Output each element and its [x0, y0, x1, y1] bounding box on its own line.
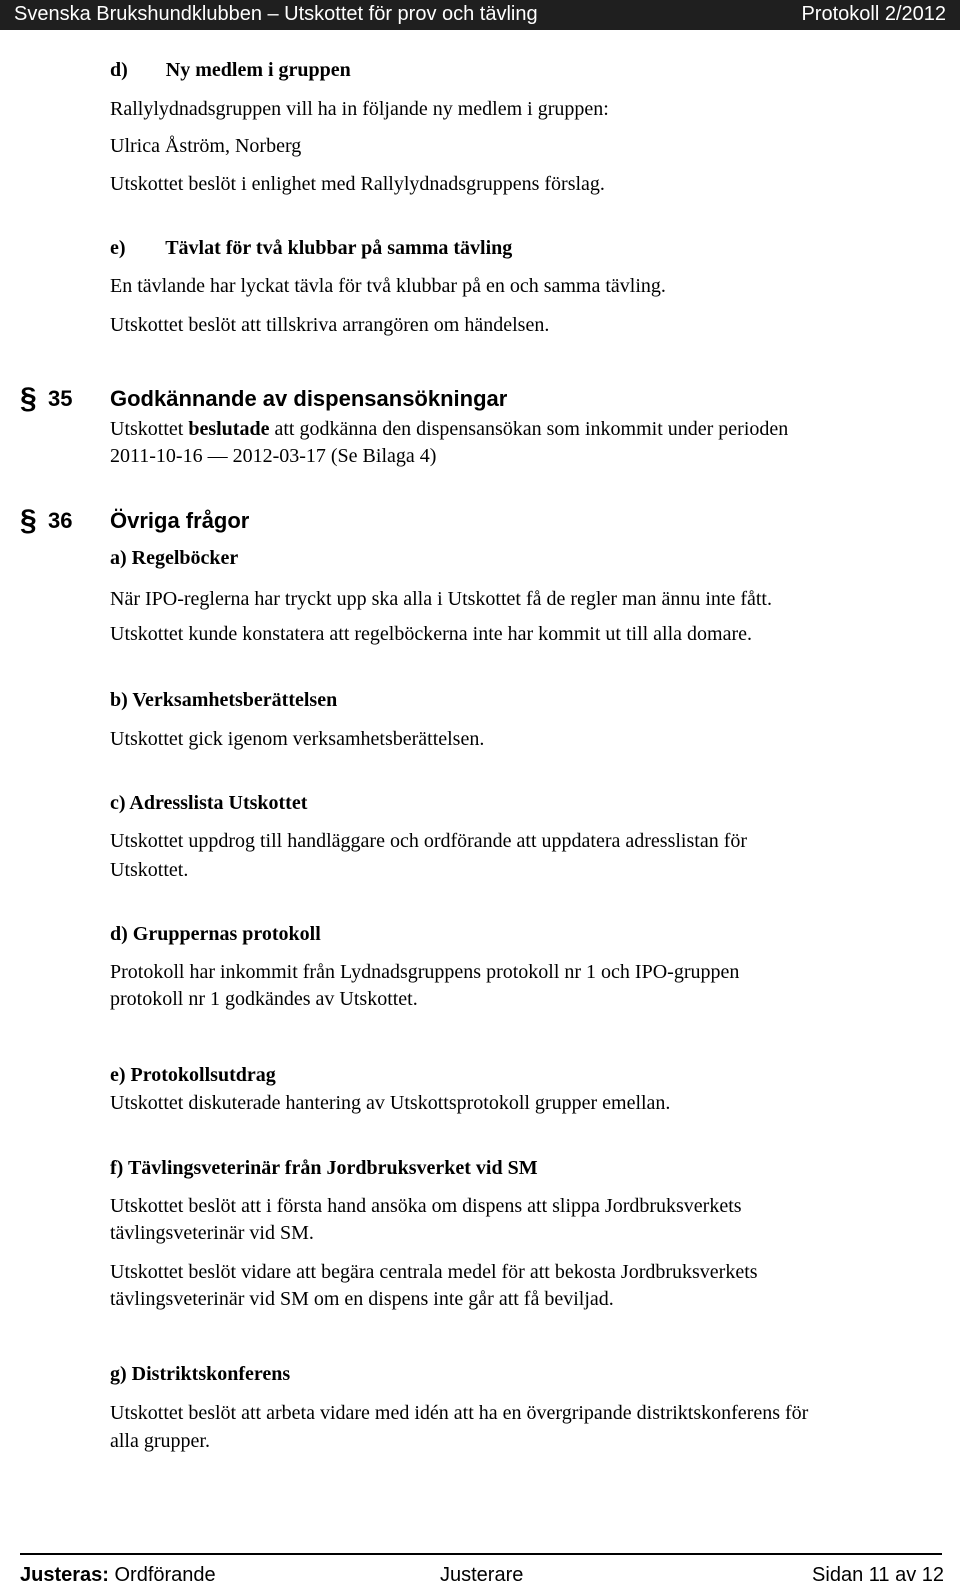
item-b-paragraph-1: Utskottet gick igenom verksamhetsberättelsen. [110, 728, 485, 750]
section-35-symbol: § [20, 382, 37, 415]
item-e-heading [110, 236, 512, 260]
item-d-line-1: Rallylydnadsgruppen vill ha in följande ny medlem i gruppen: [110, 98, 609, 120]
item-e-letter: e) [110, 237, 126, 259]
footer-justeras-label: Justeras: [20, 1564, 109, 1586]
item-d2-heading: d) Gruppernas protokoll [110, 923, 321, 945]
section-35-text-pre: Utskottet [110, 418, 189, 440]
item-b-heading: b) Verksamhetsberättelsen [110, 689, 338, 711]
item-f-heading: f) Tävlingsveterinär från Jordbruksverket vid SM [110, 1157, 538, 1179]
item-c-paragraph-1: Utskottet uppdrog till handläggare och ordförande att uppdatera adresslistan för [110, 830, 748, 852]
item-g-heading: g) Distriktskonferens [110, 1363, 291, 1385]
header-protocol-number: Protokoll 2/2012 [801, 3, 946, 25]
item-e-title: Tävlat för två klubbar på samma tävling [165, 237, 513, 259]
item-f-paragraph-3: Utskottet beslöt vidare att begära centrala medel för att bekosta Jordbruksverkets [110, 1261, 758, 1283]
item-d-line-3: Utskottet beslöt i enlighet med Rallylydnadsgruppens förslag. [110, 173, 605, 195]
document-header-bar [0, 0, 960, 30]
footer-divider [20, 1553, 942, 1555]
item-d2-paragraph-2: protokoll nr 1 godkändes av Utskottet. [110, 988, 418, 1010]
section-35-period-line: 2011-10-16 — 2012-03-17 (Se Bilaga 4) [110, 445, 437, 467]
header-title: Svenska Brukshundklubben – Utskottet för prov och tävling [14, 3, 538, 25]
footer-justeras-value: Ordförande [108, 1564, 216, 1586]
item-f-paragraph-1: Utskottet beslöt att i första hand ansöka om dispens att slippa Jordbruksverkets [110, 1195, 742, 1217]
footer-justeras [20, 1563, 216, 1587]
item-d2-paragraph-1: Protokoll har inkommit från Lydnadsgruppens protokoll nr 1 och IPO-gruppen [110, 961, 740, 983]
item-c-heading: c) Adresslista Utskottet [110, 792, 308, 814]
section-36-number: 36 [48, 508, 73, 533]
item-g-paragraph-2: alla grupper. [110, 1430, 210, 1452]
item-d-line-2: Ulrica Åström, Norberg [110, 135, 302, 157]
item-d-heading [110, 58, 351, 82]
section-35-title: Godkännande av dispensansökningar [110, 386, 508, 411]
section-35-number: 35 [48, 386, 73, 411]
item-f-paragraph-2: tävlingsveterinär vid SM. [110, 1222, 314, 1244]
item-a-heading: a) Regelböcker [110, 547, 239, 569]
item-g-paragraph-1: Utskottet beslöt att arbeta vidare med idén att ha en övergripande distriktskonferens för [110, 1402, 809, 1424]
item-f-paragraph-4: tävlingsveterinär vid SM om en dispens inte går att få beviljad. [110, 1288, 614, 1310]
item-e2-paragraph-1: Utskottet diskuterade hantering av Utskottsprotokoll grupper emellan. [110, 1092, 671, 1114]
section-36-title: Övriga frågor [110, 508, 250, 533]
item-c-paragraph-2: Utskottet. [110, 859, 189, 881]
footer-page-number: Sidan 11 av 12 [812, 1564, 944, 1586]
section-35-text-bold: beslutade [188, 418, 270, 440]
item-d-title: Ny medlem i gruppen [165, 59, 351, 81]
item-d-letter: d) [110, 59, 128, 81]
item-a-paragraph-1: När IPO-reglerna har tryckt upp ska alla i Utskottet få de regler man ännu inte fått. [110, 588, 772, 610]
item-e-line-1: En tävlande har lyckat tävla för två klubbar på en och samma tävling. [110, 275, 666, 297]
footer-justerare: Justerare [440, 1564, 524, 1586]
item-e2-heading: e) Protokollsutdrag [110, 1064, 276, 1086]
section-35-text-post: att godkänna den dispensansökan som inkommit under perioden [269, 418, 789, 440]
item-a-paragraph-2: Utskottet kunde konstatera att regelböckerna inte har kommit ut till alla domare. [110, 623, 753, 645]
section-36-symbol: § [20, 504, 37, 537]
item-e-line-2: Utskottet beslöt att tillskriva arrangören om händelsen. [110, 314, 550, 336]
section-35-decision-line [110, 417, 788, 441]
